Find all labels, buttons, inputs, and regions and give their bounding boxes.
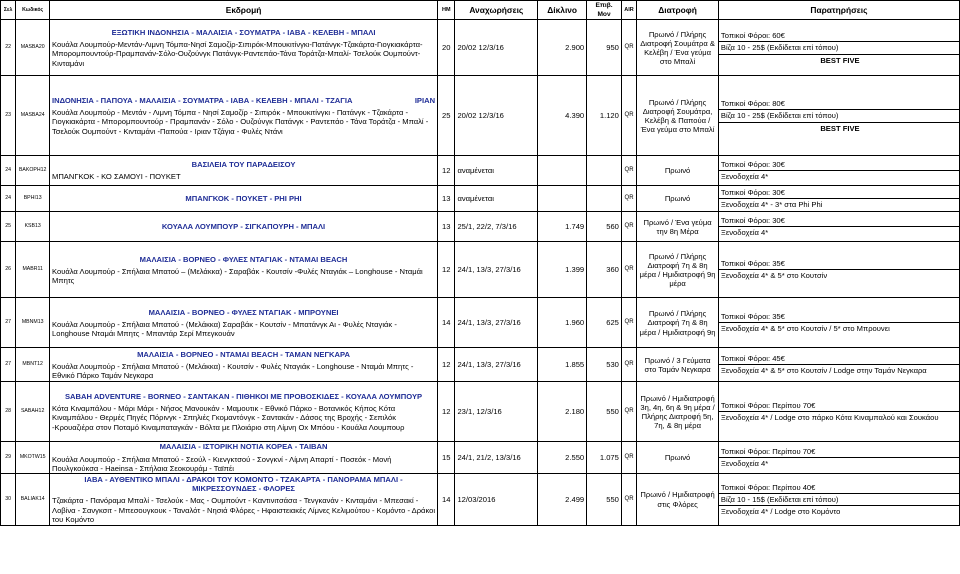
cell-airline: QR bbox=[621, 76, 636, 156]
cell-price-single: 625 bbox=[587, 298, 622, 348]
cell-price-double: 1.399 bbox=[538, 242, 587, 298]
col-header-excursion: Εκδρομή bbox=[50, 1, 438, 20]
remark-line: Τοπικοί Φόροι: Περίπου 70€ bbox=[719, 446, 959, 458]
table-row bbox=[1, 242, 960, 298]
cell-board: Πρωινό bbox=[637, 442, 719, 474]
table-row bbox=[1, 474, 960, 526]
tour-route: Κότα Κιναμπάλου - Μάρι Μάρι - Νήσος Μανουκάν - Μαμουτικ - Εθνικό Πάρκο - Βοτανικός Κήπος Κότα Κιναμπάλου - Θερμές Πηγές Πόρινγκ - Σπηλιές Γκομαντόνγκ - Σαντακάν - Δάσος της Βροχής - Σεπιλόκ -Κρουαζιέρα στον Ποταμό Κιναμπαταγκάν - Βόλτα με Πλοιάριο στη Λίμνη Ox Μπόου - Κουάλα Λουμπουρ bbox=[52, 404, 405, 432]
cell-board: Πρωινό bbox=[637, 156, 719, 186]
table-row bbox=[1, 442, 960, 474]
cell-excursion bbox=[50, 382, 438, 442]
cell-price-double: 2.180 bbox=[538, 382, 587, 442]
col-header-board: Διατροφή bbox=[637, 1, 719, 20]
remark-line: Ξενοδοχεία 4* / Lodge στο Κομόντο bbox=[720, 507, 841, 517]
cell-board: Πρωινό / Ημιδιατροφή στις Φλόρες bbox=[637, 474, 719, 526]
cell-excursion bbox=[50, 474, 438, 526]
remark-line: Ξενοδοχεία 4* & 5* στο Κουτσίν / 5* στο Μπρουνει bbox=[720, 324, 890, 334]
cell-num: 29 bbox=[1, 442, 16, 474]
tour-route: Κουάλα Λουμπούρ - Σπήλαια Μπατού – (Μελάκκα) - Σαραβάκ - Κουτσίν -Φυλές Νταγιάκ – Longhouse - Νταμάι Μπητς bbox=[52, 266, 423, 285]
cell-airline: QR bbox=[621, 242, 636, 298]
cell-price-double: 2.900 bbox=[538, 20, 587, 76]
cell-days: 13 bbox=[438, 186, 455, 212]
remark-line: Τοπικοί Φόροι: 35€ bbox=[719, 311, 959, 323]
cell-days: 12 bbox=[438, 382, 455, 442]
cell-departures: 23/1, 12/3/16 bbox=[455, 382, 538, 442]
col-header-days: ΗΜ bbox=[438, 1, 455, 20]
table-row bbox=[1, 186, 960, 212]
cell-airline: QR bbox=[621, 348, 636, 382]
cell-excursion bbox=[50, 298, 438, 348]
remark-line: Τοπικοί Φόροι: 30€ bbox=[719, 159, 959, 171]
tour-title-text: ΜΑΛΑΙΣΙΑ - ΙΣΤΟΡΙΚΗ ΝΟΤΙΑ ΚΟΡΕΑ - ΤΑΙΒΑΝ bbox=[159, 442, 328, 452]
cell-code: BPHI13 bbox=[16, 186, 50, 212]
header-row bbox=[1, 1, 960, 20]
tour-title bbox=[52, 350, 435, 359]
cell-airline: QR bbox=[621, 20, 636, 76]
cell-board: Πρωινό / Ημιδιατροφή 3η, 4η, 6η & 9η μέρα / Πλήρης Διατροφή 5η, 7η, & 8η μέρα bbox=[637, 382, 719, 442]
cell-departures: 24/1, 13/3, 27/3/16 bbox=[455, 242, 538, 298]
cell-code: MASBA20 bbox=[16, 20, 50, 76]
remark-line: Τοπικοί Φόροι: Περίπου 70€ bbox=[719, 400, 959, 412]
cell-price-single: 530 bbox=[587, 348, 622, 382]
cell-airline: QR bbox=[621, 186, 636, 212]
tour-title-text: ΙΝΔΟΝΗΣΙΑ - ΠΑΠΟΥΑ - ΜΑΛΑΙΣΙΑ - ΣΟΥΜΑΤΡΑ - ΙΑΒΑ - ΚΕΛΕΒΗ - ΜΠΑΛΙ - ΤΖΑΓΙΑ bbox=[52, 96, 353, 105]
remark-line: Ξενοδοχεία 4* & 5* στο Κουτσίν / Lodge στην Ταμάν Νεγκαρα bbox=[720, 366, 927, 376]
cell-departures: 24/1, 13/3, 27/3/16 bbox=[455, 298, 538, 348]
tour-title bbox=[52, 194, 435, 203]
remark-line: Βίζα 10 - 25$ (Εκδίδεται επί τόπου) bbox=[719, 110, 959, 122]
cell-price-single bbox=[587, 156, 622, 186]
tour-route: Τζακάρτα - Πανόραμα Μπαλί - Τσελούκ - Μας - Ουμπούντ - Καντινιτσάσα - Τενγκανάν - Κινταμάνι - Μπεσακί - Λοβίνα - Σανγκσιτ - Μπεσουγκουκ - Ταναλότ - Νησιά Φλόρες - Ηφαιστειακές Λίμνες Κελιμούτου - Κομόντο - Δράκοι του Κομόντο bbox=[52, 496, 436, 524]
cell-board: Πρωινό / Πλήρης Διατροφή 7η & 8η μέρα / Ημιδιατροφή 9η bbox=[637, 298, 719, 348]
cell-departures: 12/03/2016 bbox=[455, 474, 538, 526]
cell-excursion bbox=[50, 76, 438, 156]
tour-title bbox=[52, 96, 435, 105]
cell-price-double: 2.499 bbox=[538, 474, 587, 526]
tour-route: Κουάλα Λουμπούρ - Μεντάν - Λιμνη Τόμπα - Νησί Σαμοζίρ - Σιπιρόκ - Μπουκιτίνγκι - Πατάνγκ - Τζακάρτα - Γιογκιακάρτα - Μπορομπουντούρ - Πραμπανάν - Σόλο - Ουζούνγκ Πατάνγκ - Ραντεπάο - Τάνα Τοράτζα - Μπαλί - Τσελούκ Ουμπούντ - Κινταμάνι -Παπούα - Ιριαν Τζάγια - Φυλές Ντάνι bbox=[52, 108, 429, 136]
cell-remarks bbox=[718, 382, 959, 442]
cell-price-single: 550 bbox=[587, 474, 622, 526]
cell-departures: 20/02 12/3/16 bbox=[455, 20, 538, 76]
tour-route: Κουάλα Λουμπούρ - Σπήλαια Μπατού - Σεούλ - Κιενγκτσού - Σονγκνί - Λίμνη Απαρτί - Ποσεόκ - Μονή Πουλγκούκσα - Haeinsa - Σπήλαια Σεοκουράμ - Ταϊπέι bbox=[52, 454, 392, 473]
cell-airline: QR bbox=[621, 474, 636, 526]
cell-price-double bbox=[538, 186, 587, 212]
remark-line: Βίζα 10 - 15$ (Εκδίδεται επί τόπου) bbox=[719, 494, 959, 506]
remark-line: Τοπικοί Φόροι: 30€ bbox=[719, 215, 959, 227]
cell-excursion bbox=[50, 20, 438, 76]
remark-line: Τοπικοί Φόροι: Περίπου 40€ bbox=[719, 482, 959, 494]
cell-departures: 25/1, 22/2, 7/3/16 bbox=[455, 212, 538, 242]
tour-title-text: ΜΑΛΑΙΣΙΑ - ΒΟΡΝΕΟ - ΦΥΛΕΣ ΝΤΑΓΙΑΚ - ΝΤΑΜΑΙ BEACH bbox=[139, 254, 348, 264]
cell-num: 24 bbox=[1, 186, 16, 212]
cell-price-double: 2.550 bbox=[538, 442, 587, 474]
cell-excursion bbox=[50, 156, 438, 186]
remark-line: Τοπικοί Φόροι: 60€ bbox=[719, 30, 959, 42]
table-row bbox=[1, 156, 960, 186]
cell-code: MABR11 bbox=[16, 242, 50, 298]
table-row bbox=[1, 348, 960, 382]
cell-remarks bbox=[718, 442, 959, 474]
cell-price-double: 4.390 bbox=[538, 76, 587, 156]
remark-line: Ξενοδοχεία 4* bbox=[720, 172, 769, 182]
cell-price-double bbox=[538, 156, 587, 186]
tour-route: Κουάλα Λουμπούρ - Σπήλαια Μπατού - (Μελάκκα) Σαραβάκ - Κουτσίν - Μπατάνγκ Αι - Φυλές Νταγιάκ - Longhouse Νταμάι Μπητς - Μπαντάρ Σερί Μπεγκουάν bbox=[52, 319, 397, 338]
remark-line: Ξενοδοχεία 4* bbox=[720, 459, 769, 469]
remark-line: Τοπικοί Φόροι: 80€ bbox=[719, 98, 959, 110]
table-row bbox=[1, 298, 960, 348]
col-header-air: AIR bbox=[621, 1, 636, 20]
cell-excursion bbox=[50, 212, 438, 242]
cell-airline: QR bbox=[621, 212, 636, 242]
table-body bbox=[1, 20, 960, 526]
cell-days: 12 bbox=[438, 156, 455, 186]
cell-code: MBNT12 bbox=[16, 348, 50, 382]
cell-departures: 24/1, 21/2, 13/3/16 bbox=[455, 442, 538, 474]
table-row bbox=[1, 20, 960, 76]
tour-title bbox=[52, 255, 435, 264]
cell-num: 28 bbox=[1, 382, 16, 442]
cell-num: 22 bbox=[1, 20, 16, 76]
cell-days: 15 bbox=[438, 442, 455, 474]
cell-days: 25 bbox=[438, 76, 455, 156]
cell-price-single: 950 bbox=[587, 20, 622, 76]
table-row bbox=[1, 212, 960, 242]
cell-num: 27 bbox=[1, 348, 16, 382]
cell-price-single bbox=[587, 186, 622, 212]
cell-price-double: 1.749 bbox=[538, 212, 587, 242]
cell-num: 27 bbox=[1, 298, 16, 348]
tour-title-suffix: ΙΡΙΑΝ bbox=[414, 96, 436, 105]
col-header-code: Κωδικός bbox=[16, 1, 50, 20]
col-header-departures: Αναχωρήσεις bbox=[455, 1, 538, 20]
tour-title-text: ΚΟΥΑΛΑ ΛΟΥΜΠΟΥΡ - ΣΙΓΚΑΠΟΥΡΗ - ΜΠΑΛΙ bbox=[161, 222, 326, 232]
remark-line: Ξενοδοχεία 4* bbox=[720, 228, 769, 238]
cell-num: 23 bbox=[1, 76, 16, 156]
tour-title-text: ΜΑΛΑΙΣΙΑ - ΒΟΡΝΕΟ - ΝΤΑΜΑΙ BEACH - ΤΑΜΑΝ ΝΕΓΚΑΡΑ bbox=[137, 349, 350, 359]
cell-remarks bbox=[718, 474, 959, 526]
cell-price-single: 550 bbox=[587, 382, 622, 442]
tour-title bbox=[52, 475, 435, 493]
cell-airline: QR bbox=[621, 298, 636, 348]
cell-board: Πρωινό / Πλήρης Διατροφή Σουμάτρα, Κελέβη & Παπούα / Ένα γεύμα στο Μπαλί bbox=[637, 76, 719, 156]
cell-code: MKOTW15 bbox=[16, 442, 50, 474]
cell-days: 13 bbox=[438, 212, 455, 242]
col-header-single: Επιβ. Μον bbox=[587, 1, 622, 20]
cell-days: 20 bbox=[438, 20, 455, 76]
cell-days: 14 bbox=[438, 298, 455, 348]
remark-line: Ξενοδοχεία 4* / Lodge στο πάρκο Κότα Κιναμπαλού και Σουκάου bbox=[720, 413, 939, 423]
cell-days: 12 bbox=[438, 242, 455, 298]
cell-num: 26 bbox=[1, 242, 16, 298]
cell-excursion bbox=[50, 186, 438, 212]
cell-departures: αναμένεται bbox=[455, 186, 538, 212]
cell-airline: QR bbox=[621, 442, 636, 474]
col-header-double: Δίκλινο bbox=[538, 1, 587, 20]
cell-code: BAKOPH12 bbox=[16, 156, 50, 186]
cell-airline: QR bbox=[621, 156, 636, 186]
cell-code: MASBA24 bbox=[16, 76, 50, 156]
col-header-num: Σελ bbox=[1, 1, 16, 20]
cell-remarks bbox=[718, 156, 959, 186]
tour-title-text: ΒΑΣΙΛΕΙΑ ΤΟΥ ΠΑΡΑΔΕΙΣΟΥ bbox=[191, 160, 296, 170]
cell-code: SABAH12 bbox=[16, 382, 50, 442]
cell-num: 25 bbox=[1, 212, 16, 242]
cell-price-double: 1.855 bbox=[538, 348, 587, 382]
remark-line: BEST FIVE bbox=[820, 55, 860, 65]
remark-line: BEST FIVE bbox=[820, 123, 860, 133]
tour-title-text: ΜΠΑΝΓΚΟΚ - ΠΟΥΚΕΤ - ΡΗΙ ΡΗΙ bbox=[185, 194, 302, 204]
cell-price-single: 1.075 bbox=[587, 442, 622, 474]
cell-board: Πρωινό / Ένα γεύμα την 8η Μέρα bbox=[637, 212, 719, 242]
tour-title-text: SABAH ADVENTURE - BORNEO - ΣΑΝΤΑΚΑΝ - ΠΙΘΗΚΟΙ ΜΕ ΠΡΟΒΟΣΚΙΔΕΣ - ΚΟΥΑΛΑ ΛΟΥΜΠΟΥΡ bbox=[64, 392, 423, 401]
cell-departures: αναμένεται bbox=[455, 156, 538, 186]
tour-title-text: ΜΑΛΑΙΣΙΑ - ΒΟΡΝΕΟ - ΦΥΛΕΣ ΝΤΑΓΙΑΚ - ΜΠΡΟΥΝΕΙ bbox=[148, 307, 339, 317]
cell-code: MBNM13 bbox=[16, 298, 50, 348]
cell-excursion bbox=[50, 348, 438, 382]
cell-price-single: 560 bbox=[587, 212, 622, 242]
cell-num: 24 bbox=[1, 156, 16, 186]
col-header-remarks: Παρατηρήσεις bbox=[718, 1, 959, 20]
cell-remarks bbox=[718, 242, 959, 298]
tour-route: Κουάλα Λουμπούρ-Μεντάν-Λιμνη Τόμπα-Νησί Σαμοζίρ-Σιπιρόκ-Μπουκιτίνγκι-Πατάνγκ-Τζακάρτα-Γιογκιακάρτα-Μπορομπουντούρ-Πραμπανάν-Σόλο-Ουζούνγκ Πατάνγκ-Ραντεπάο-Τάνα Τοράτζα-Μπαλί- Τσελούκ Ουμπούντ-Κινταμάνι bbox=[52, 40, 423, 68]
cell-board: Πρωινό / Πλήρης Διατροφή Σουμάτρα & Κελέβη / Ένα γεύμα στο Μπαλί bbox=[637, 20, 719, 76]
tour-title-text: ΙΑΒΑ - ΑΥΘΕΝΤΙΚΟ ΜΠΑΛΙ - ΔΡΑΚΟΙ ΤΟΥ ΚΟΜΟΝΤΟ - ΤΖΑΚΑΡΤΑ - ΠΑΝΟΡΑΜΑ ΜΠΑΛΙ - ΜΙΚΡΕΣΣΟΥΝΔΕΣ - ΦΛΟΡΕΣ bbox=[84, 475, 403, 494]
cell-remarks bbox=[718, 212, 959, 242]
cell-remarks bbox=[718, 186, 959, 212]
cell-departures: 20/02 12/3/16 bbox=[455, 76, 538, 156]
cell-remarks bbox=[718, 76, 959, 156]
cell-remarks bbox=[718, 20, 959, 76]
cell-price-double: 1.960 bbox=[538, 298, 587, 348]
remark-line: Τοπικοί Φόροι: 30€ bbox=[719, 187, 959, 199]
cell-code: BALIAK14 bbox=[16, 474, 50, 526]
remark-line: Τοπικοί Φόροι: 45€ bbox=[719, 353, 959, 365]
tour-route: Κουάλα Λουμπούρ - Σπήλαια Μπατού - (Μελάκκα) - Κουτσίν - Φυλές Νταγιάκ - Longhouse - Νταμάι Μπητς - Εθνικό Πάρκο Ταμάν Νεγκαρα bbox=[52, 361, 414, 380]
cell-excursion bbox=[50, 242, 438, 298]
tour-title bbox=[52, 222, 435, 231]
cell-departures: 24/1, 13/3, 27/3/16 bbox=[455, 348, 538, 382]
remark-line: Ξενοδοχεία 4* - 3* στα Phi Phi bbox=[720, 200, 823, 210]
tour-route: ΜΠΑΝΓΚΟΚ - ΚΟ ΣΑΜΟΥΙ - ΠΟΥΚΕΤ bbox=[52, 172, 181, 182]
cell-remarks bbox=[718, 298, 959, 348]
cell-num: 30 bbox=[1, 474, 16, 526]
cell-days: 12 bbox=[438, 348, 455, 382]
cell-price-single: 1.120 bbox=[587, 76, 622, 156]
remark-line: Τοπικοί Φόροι: 35€ bbox=[719, 258, 959, 270]
cell-remarks bbox=[718, 348, 959, 382]
table-row bbox=[1, 382, 960, 442]
cell-code: KSB13 bbox=[16, 212, 50, 242]
tour-title bbox=[52, 160, 435, 169]
cell-airline: QR bbox=[621, 382, 636, 442]
cell-board: Πρωινό bbox=[637, 186, 719, 212]
tour-title bbox=[52, 308, 435, 317]
cell-board: Πρωινό / 3 Γεύματα στο Ταμάν Νεγκαρα bbox=[637, 348, 719, 382]
cell-price-single: 360 bbox=[587, 242, 622, 298]
tour-title bbox=[52, 28, 435, 37]
cell-excursion bbox=[50, 442, 438, 474]
remark-line: Ξενοδοχεία 4* & 5* στο Κουτσίν bbox=[720, 271, 828, 281]
tour-title bbox=[52, 442, 435, 451]
remark-line: Βίζα 10 - 25$ (Εκδίδεται επί τόπου) bbox=[719, 42, 959, 54]
tour-title bbox=[52, 392, 435, 401]
table-row bbox=[1, 76, 960, 156]
cell-days: 14 bbox=[438, 474, 455, 526]
tour-title-text: ΕΞΩΤΙΚΗ ΙΝΔΟΝΗΣΙΑ - ΜΑΛΑΙΣΙΑ - ΣΟΥΜΑΤΡΑ - ΙΑΒΑ - ΚΕΛΕΒΗ - ΜΠΑΛΙ bbox=[111, 28, 376, 37]
cell-board: Πρωινό / Πλήρης Διατροφή 7η & 8η μέρα / Ημιδιατροφή 9η μέρα bbox=[637, 242, 719, 298]
